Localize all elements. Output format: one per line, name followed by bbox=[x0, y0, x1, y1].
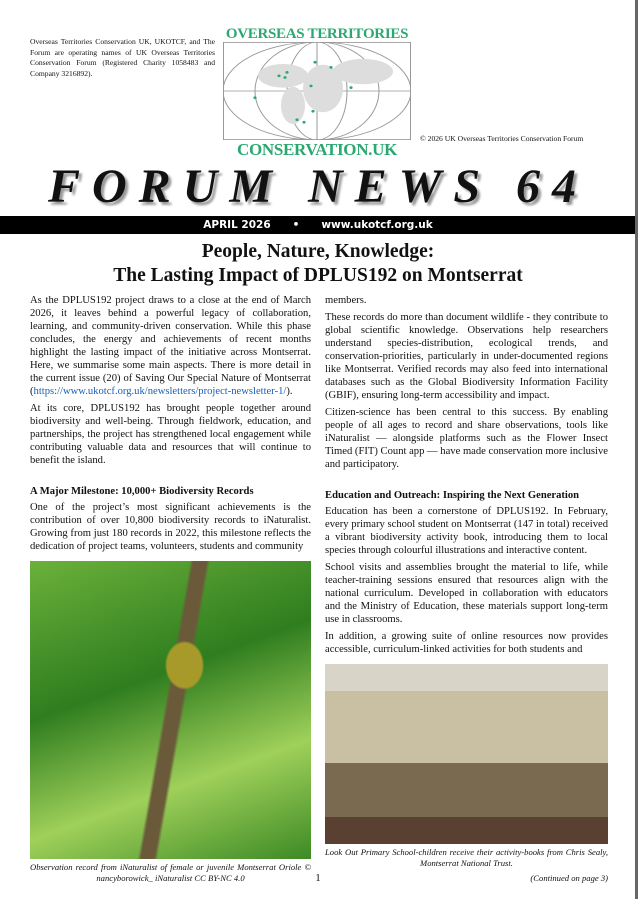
paragraph: members. bbox=[325, 295, 367, 306]
ukotcf-logo bbox=[220, 26, 414, 160]
title-line-2: The Lasting Impact of DPLUS192 on Montserrat bbox=[113, 265, 523, 286]
title-line-1: People, Nature, Knowledge: bbox=[201, 241, 435, 262]
section-heading: A Major Milestone: 10,000+ Biodiversity Records bbox=[30, 486, 254, 497]
paragraph: In addition, a growing suite of online resources now provides accessible, curriculum-linked activities for both students and bbox=[325, 631, 608, 655]
oriole-photo bbox=[30, 561, 311, 859]
continued-note: (Continued on page 3) bbox=[530, 873, 608, 883]
newsletter-link[interactable]: https://www.ukotcf.org.uk/newsletters/project-newsletter-1/ bbox=[33, 386, 287, 397]
masthead-title: FORUM NEWS 64 bbox=[47, 160, 589, 213]
right-column bbox=[325, 294, 608, 884]
left-column bbox=[30, 294, 311, 884]
paragraph: Education has been a cornerstone of DPLUS192. In February, every primary school student on Montserrat (147 in total) received a vibrant biodiversity activity book, introducing them to local species through colourful illustrations and interactive content. bbox=[325, 506, 608, 556]
issue-date: APRIL 2026 bbox=[203, 219, 271, 231]
text: ). bbox=[286, 386, 293, 397]
paragraph: School visits and assemblies brought the material to life, while teacher-training sessions ensured that resources align with the national curriculum. Developed in collaboration with educators and the Ministry of Education, these materials support long-term use in classrooms. bbox=[325, 562, 608, 625]
globe-map-icon bbox=[223, 42, 411, 140]
paragraph: These records do more than document wildlife - they contribute to global scientific knowledge. Observations help researchers understand species-distribution, ecological trends, and conservation-priorities, particularly in under-documented regions like Montserrat. Verified records may also feed into international databases such as the Global Biodiversity Information Facility (GBIF), ensuring long-term accessibility and impact. bbox=[325, 312, 608, 401]
article-title bbox=[0, 240, 636, 288]
issue-bar bbox=[0, 216, 636, 234]
website-link[interactable]: www.ukotcf.org.uk bbox=[321, 219, 433, 231]
section-heading: Education and Outreach: Inspiring the Next Generation bbox=[325, 490, 580, 501]
bird-caption: Observation record from iNaturalist of female or juvenile Montserrat Oriole © nancyborowick_ iNaturalist CC BY-NC 4.0 bbox=[30, 862, 311, 883]
logo-top-text: OVERSEAS TERRITORIES bbox=[225, 26, 409, 42]
kids-caption: Look Out Primary School-children receive their activity-books from Chris Sealy, Montserrat National Trust. bbox=[325, 847, 608, 868]
page-number: 1 bbox=[315, 872, 321, 884]
charity-note: Overseas Territories Conservation UK, UKOTCF, and The Forum are operating names of UK Overseas Territories Conservation Forum (Registered Charity 1058483 and Company 3216892). bbox=[30, 37, 215, 78]
paragraph: Citizen-science has been central to this success. By enabling people of all ages to record and share observations, tools like iNaturalist — alongside platforms such as the Flower Insect Timed (FIT) Count app — have made conservation more inclusive and participatory. bbox=[325, 407, 608, 470]
logo-bottom-text: CONSERVATION.UK bbox=[236, 140, 398, 159]
copyright: © 2026 UK Overseas Territories Conservation Forum bbox=[420, 134, 584, 143]
separator: • bbox=[292, 219, 300, 231]
paragraph: At its core, DPLUS192 has brought people together around biodiversity and well-being. Through fieldwork, education, and partnerships, the project has strengthened local engagement while contributing valuable data and resources that will continue to benefit the island. bbox=[30, 403, 311, 466]
schoolchildren-photo bbox=[325, 664, 608, 844]
paragraph: One of the project’s most significant achievements is the contribution of over 10,800 biodiversity records to iNaturalist. Growing from just 180 records in 2022, this milestone reflects the dedication of project teams, volunteers, students and community bbox=[30, 502, 311, 552]
paragraph bbox=[30, 294, 311, 398]
text: As the DPLUS192 project draws to a close at the end of March 2026, it leaves behind a powerful legacy of collaboration, learning, and community-driven conservation. While this phase concludes, the energy and achievements of recent months highlight the lasting impact of the initiative across Montserrat. Here, we summarise some main aspects. There is more detail in the current issue (20) of Saving Our Special Nature of Montserrat ( bbox=[30, 295, 311, 397]
